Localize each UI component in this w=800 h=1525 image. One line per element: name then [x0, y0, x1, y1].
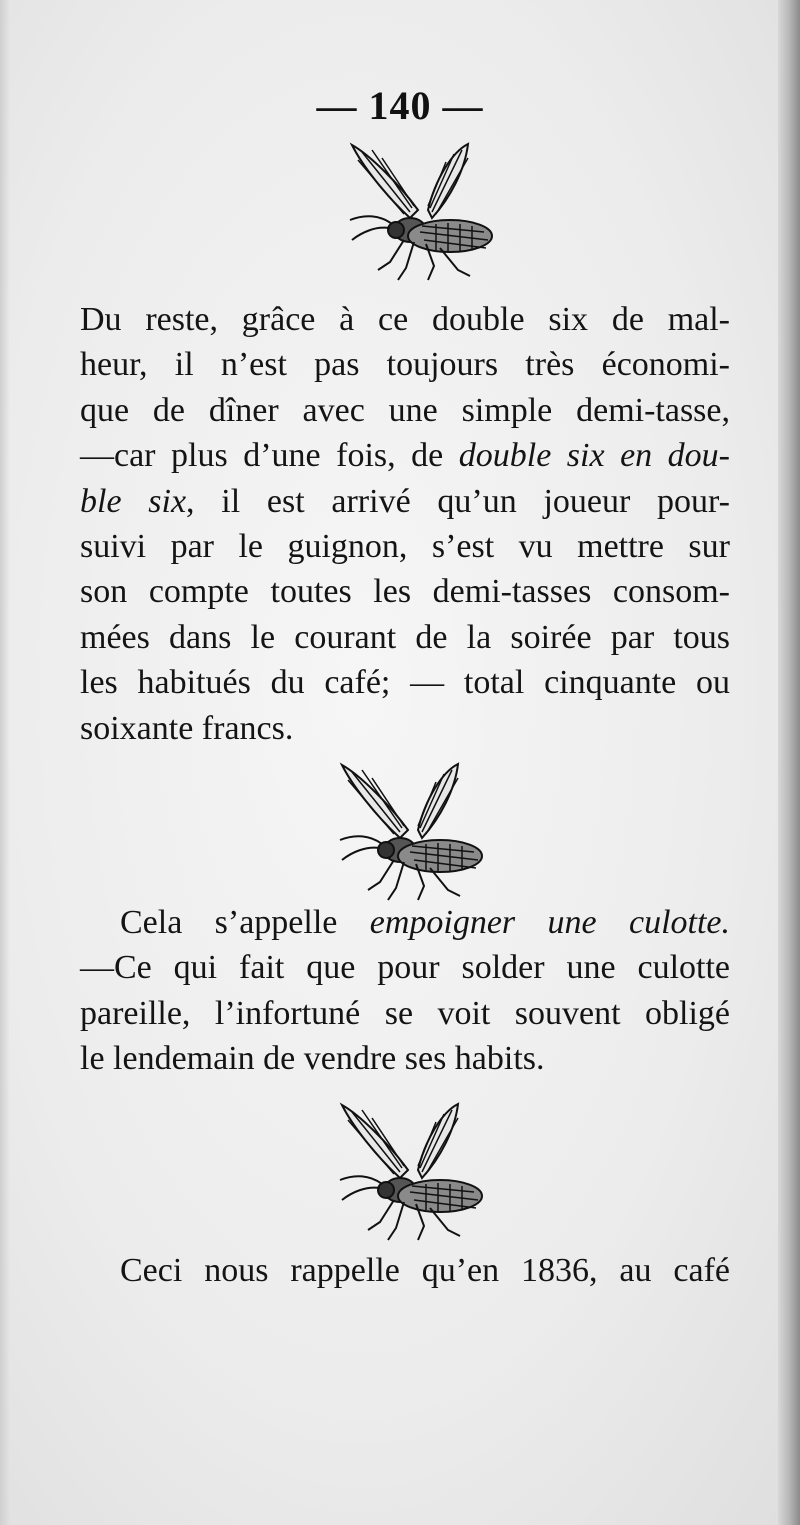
italic-phrase: double six en dou-	[458, 437, 731, 475]
text-line	[80, 479, 730, 524]
paragraph-1	[80, 297, 730, 751]
text-line: —Ce qui fait que pour solder une culotte	[80, 949, 730, 987]
bee-icon	[330, 760, 490, 905]
text-line	[80, 433, 730, 478]
italic-phrase: ble six	[80, 482, 187, 520]
bee-icon	[330, 1100, 490, 1245]
text-line	[80, 900, 730, 945]
page-left-edge	[0, 0, 10, 1525]
page-number: — 140 —	[316, 83, 484, 128]
paragraph-3	[80, 1248, 730, 1293]
text-line: son compte toutes les demi-tasses consom-	[80, 573, 730, 611]
text-segment: , il est arrivé qu’un joueur pour-	[186, 482, 730, 520]
text-line: heur, il n’est pas toujours très économi-	[80, 346, 730, 384]
text-line: pareille, l’infortuné se voit souvent obligé	[80, 994, 730, 1032]
page-right-edge	[778, 0, 800, 1525]
text-line: mées dans le courant de la soirée par tous	[80, 618, 730, 656]
text-line: que de dîner avec une simple demi-tasse,	[80, 391, 730, 429]
paragraph-2	[80, 900, 730, 1082]
bee-icon	[340, 140, 500, 285]
text-line: soixante francs.	[80, 709, 294, 747]
text-line: les habitués du café; — total cinquante ou	[80, 664, 730, 702]
text-line: Du reste, grâce à ce double six de mal-	[80, 301, 730, 338]
text-line: suivi par le guignon, s’est vu mettre sur	[80, 528, 730, 566]
italic-phrase: empoigner une culotte.	[369, 904, 730, 941]
text-line: Ceci nous rappelle qu’en 1836, au café	[120, 1252, 730, 1289]
text-segment: Cela s’appelle	[120, 904, 370, 941]
text-segment: —car plus d’une fois, de	[80, 437, 459, 475]
text-line: le lendemain de vendre ses habits.	[80, 1040, 545, 1078]
